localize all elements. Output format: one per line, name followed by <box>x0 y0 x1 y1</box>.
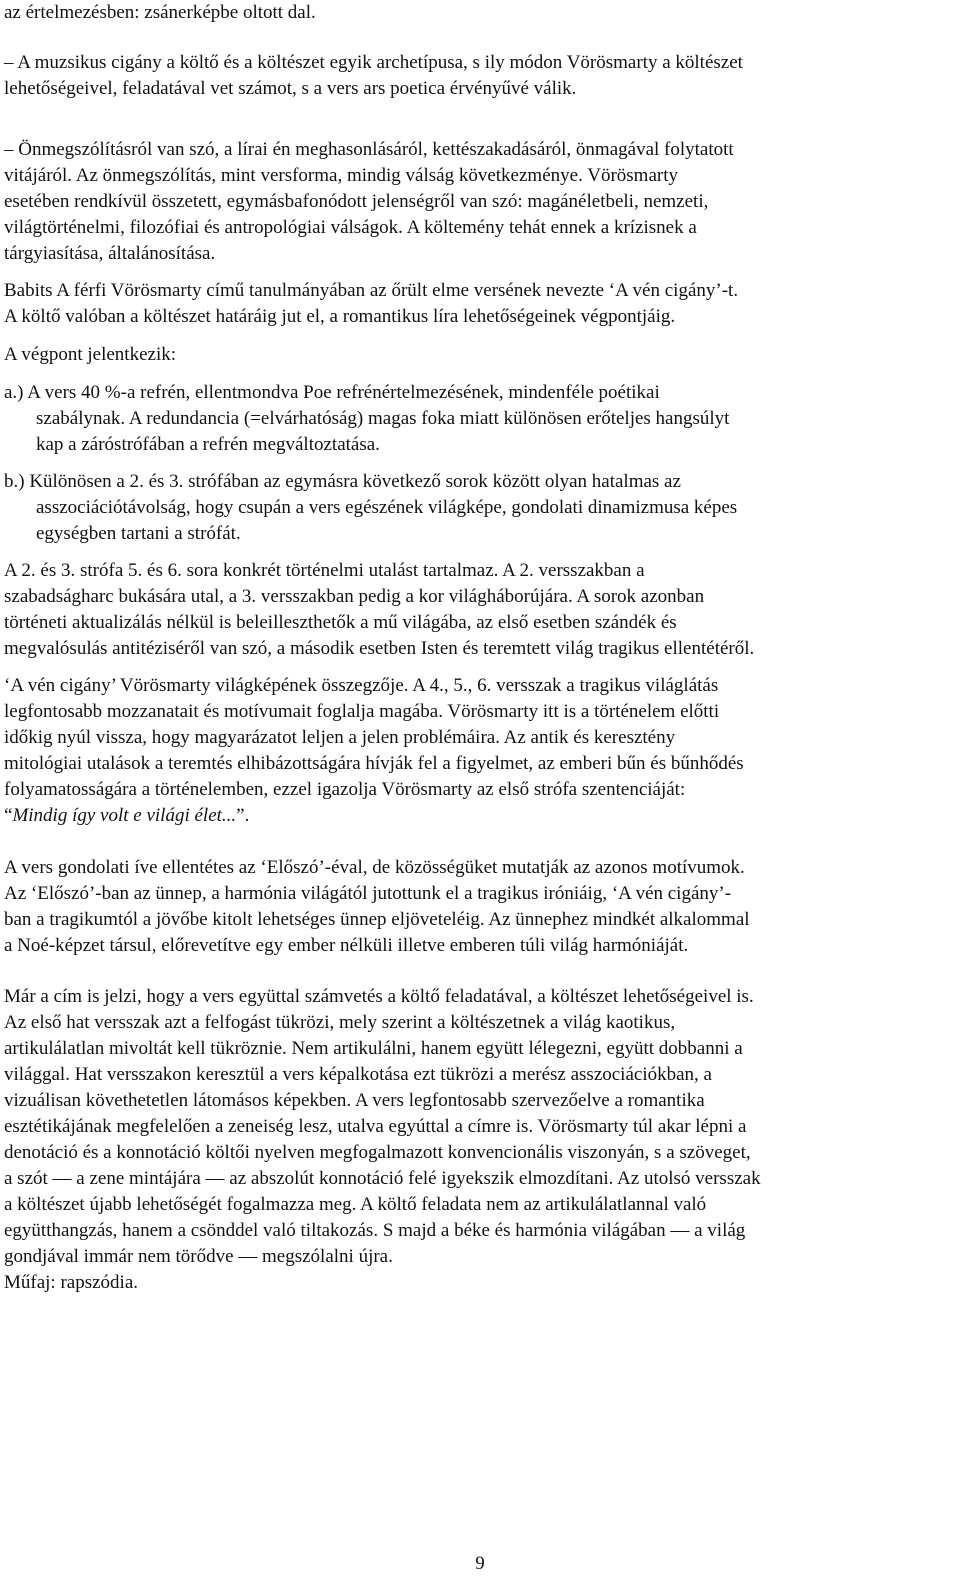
text-line: az értelmezésben: zsánerképbe oltott dal. <box>4 2 316 23</box>
open-quote: “ <box>4 805 13 826</box>
text-line: A 2. és 3. strófa 5. és 6. sora konkrét történelmi utalást tartalmaz. A 2. versszakban a <box>4 560 645 581</box>
text-line: A végpont jelentkezik: <box>4 344 177 365</box>
text-line: artikulálatlan mivoltát kell tükröznie. Nem artikulálni, hanem együtt lélegezni, együtt dobbanni a <box>4 1038 743 1059</box>
list-item-line: egységben tartani a strófát. <box>36 523 241 544</box>
text-line: világgal. Hat versszakon keresztül a vers képalkotása ezt tükrözi a merész asszociációkban, a <box>4 1064 712 1085</box>
text-line: folyamatosságára a történelemben, ezzel igazolja Vörösmarty az első strófa szentenciáját: <box>4 779 686 800</box>
text-line: Az első hat versszak azt a felfogást tükrözi, mely szerint a költészetnek a világ kaotikus, <box>4 1012 676 1033</box>
text-line: legfontosabb mozzanatait és motívumait foglalja magába. Vörösmarty itt is a történelem előtti <box>4 701 720 722</box>
quote-line <box>4 803 249 829</box>
text-line: megvalósulás antitéziséről van szó, a második esetben Isten és teremtett világ tragikus ellentétéről. <box>4 638 755 659</box>
text-line: denotáció és a konnotáció költői nyelven megfogalmazott konvencionális viszonyán, s a szöveget, <box>4 1142 751 1163</box>
page-number: 9 <box>475 1553 485 1574</box>
text-line: gondjával immár nem törődve — megszólalni újra. <box>4 1246 393 1267</box>
quote-text: Mindig így volt e világi élet... <box>12 805 237 826</box>
text-line: világtörténelmi, filozófiai és antropológiai válságok. A költemény tehát ennek a krízisnek a <box>4 217 697 238</box>
list-item-line: asszociációtávolság, hogy csupán a vers egészének világképe, gondolati dinamizmusa képes <box>36 497 738 518</box>
close-quote: ”. <box>236 805 250 826</box>
list-item-line: b.) Különösen a 2. és 3. strófában az egymásra következő sorok között olyan hatalmas az <box>4 471 681 492</box>
list-item-line: a.) A vers 40 %-a refrén, ellentmondva Poe refrénértelmezésének, mindenféle poétikai <box>4 382 660 403</box>
text-line: – Önmegszólításról van szó, a lírai én meghasonlásáról, kettészakadásáról, önmagával folytatott <box>4 139 734 160</box>
text-line: Már a cím is jelzi, hogy a vers együttal számvetés a költő feladatával, a költészet lehetőségeivel is. <box>4 986 754 1007</box>
text-line: Az ‘Előszó’-ban az ünnep, a harmónia világától jutottunk el a tragikus iróniáig, ‘A vén cigány’- <box>4 883 732 904</box>
text-line: időkig nyúl vissza, hogy magyarázatot leljen a jelen problémáira. Az antik és keresztény <box>4 727 676 748</box>
text-line: Babits A férfi Vörösmarty című tanulmányában az őrült elme versének nevezte ‘A vén cigány’-t. <box>4 280 739 301</box>
text-line: ban a tragikumtól a jövőbe kitolt lehetséges ünnep eljöveteléig. Az ünnephez mindkét alkalommal <box>4 909 750 930</box>
text-line: a szót — a zene mintájára — az abszolút konnotáció felé igyekszik elmozdítani. Az utolsó versszak <box>4 1168 761 1189</box>
list-item-line: szabálynak. A redundancia (=elvárhatóság) magas foka miatt különösen erőteljes hangsúlyt <box>36 408 730 429</box>
text-line: tárgyiasítása, általánosítása. <box>4 243 216 264</box>
text-line: esztétikájának megfelelően a zeneiség lesz, utalva egyúttal a címre is. Vörösmarty túl akar lépni a <box>4 1116 747 1137</box>
text-line: vitájáról. Az önmegszólítás, mint versforma, mindig válság következménye. Vörösmarty <box>4 165 678 186</box>
text-line: együtthangzás, hanem a csönddel való tiltakozás. S majd a béke és harmónia világában — a világ <box>4 1220 746 1241</box>
text-line: Műfaj: rapszódia. <box>4 1272 139 1293</box>
text-line: a költészet újabb lehetőségét fogalmazza meg. A költő feladata nem az artikulálatlannal való <box>4 1194 707 1215</box>
text-line: mitológiai utalások a teremtés elhibázottságára hívják fel a figyelmet, az emberi bűn és bűnhődés <box>4 753 744 774</box>
text-line: a Noé-képzet társul, előrevetítve egy ember nélküli illetve emberen túli világ harmóniáját. <box>4 935 689 956</box>
text-line: vizuálisan követhetetlen látomásos képekben. A vers legfontosabb szervezőelve a romantika <box>4 1090 705 1111</box>
text-line: történeti aktualizálás nélkül is beleilleszthetők a mű világába, az első esetben szándék és <box>4 612 677 633</box>
text-line: – A muzsikus cigány a költő és a költészet egyik archetípusa, s ily módon Vörösmarty a költészet <box>4 52 743 73</box>
text-line: szabadságharc bukására utal, a 3. versszakban pedig a kor világháborújára. A sorok azonban <box>4 586 705 607</box>
text-line: esetében rendkívül összetett, egymásbafonódott jelenségről van szó: magánéletbeli, nemzeti, <box>4 191 709 212</box>
text-line: A vers gondolati íve ellentétes az ‘Előszó’-éval, de közösségüket mutatják az azonos motívumok. <box>4 857 745 878</box>
text-line: A költő valóban a költészet határáig jut el, a romantikus líra lehetőségeinek végpontjáig. <box>4 306 676 327</box>
list-item-line: kap a záróstrófában a refrén megváltoztatása. <box>36 434 380 455</box>
text-line: lehetőségeivel, feladatával vet számot, s a vers ars poetica érvényűvé válik. <box>4 78 577 99</box>
text-line: ‘A vén cigány’ Vörösmarty világképének összegzője. A 4., 5., 6. versszak a tragikus világlátás <box>4 675 719 696</box>
